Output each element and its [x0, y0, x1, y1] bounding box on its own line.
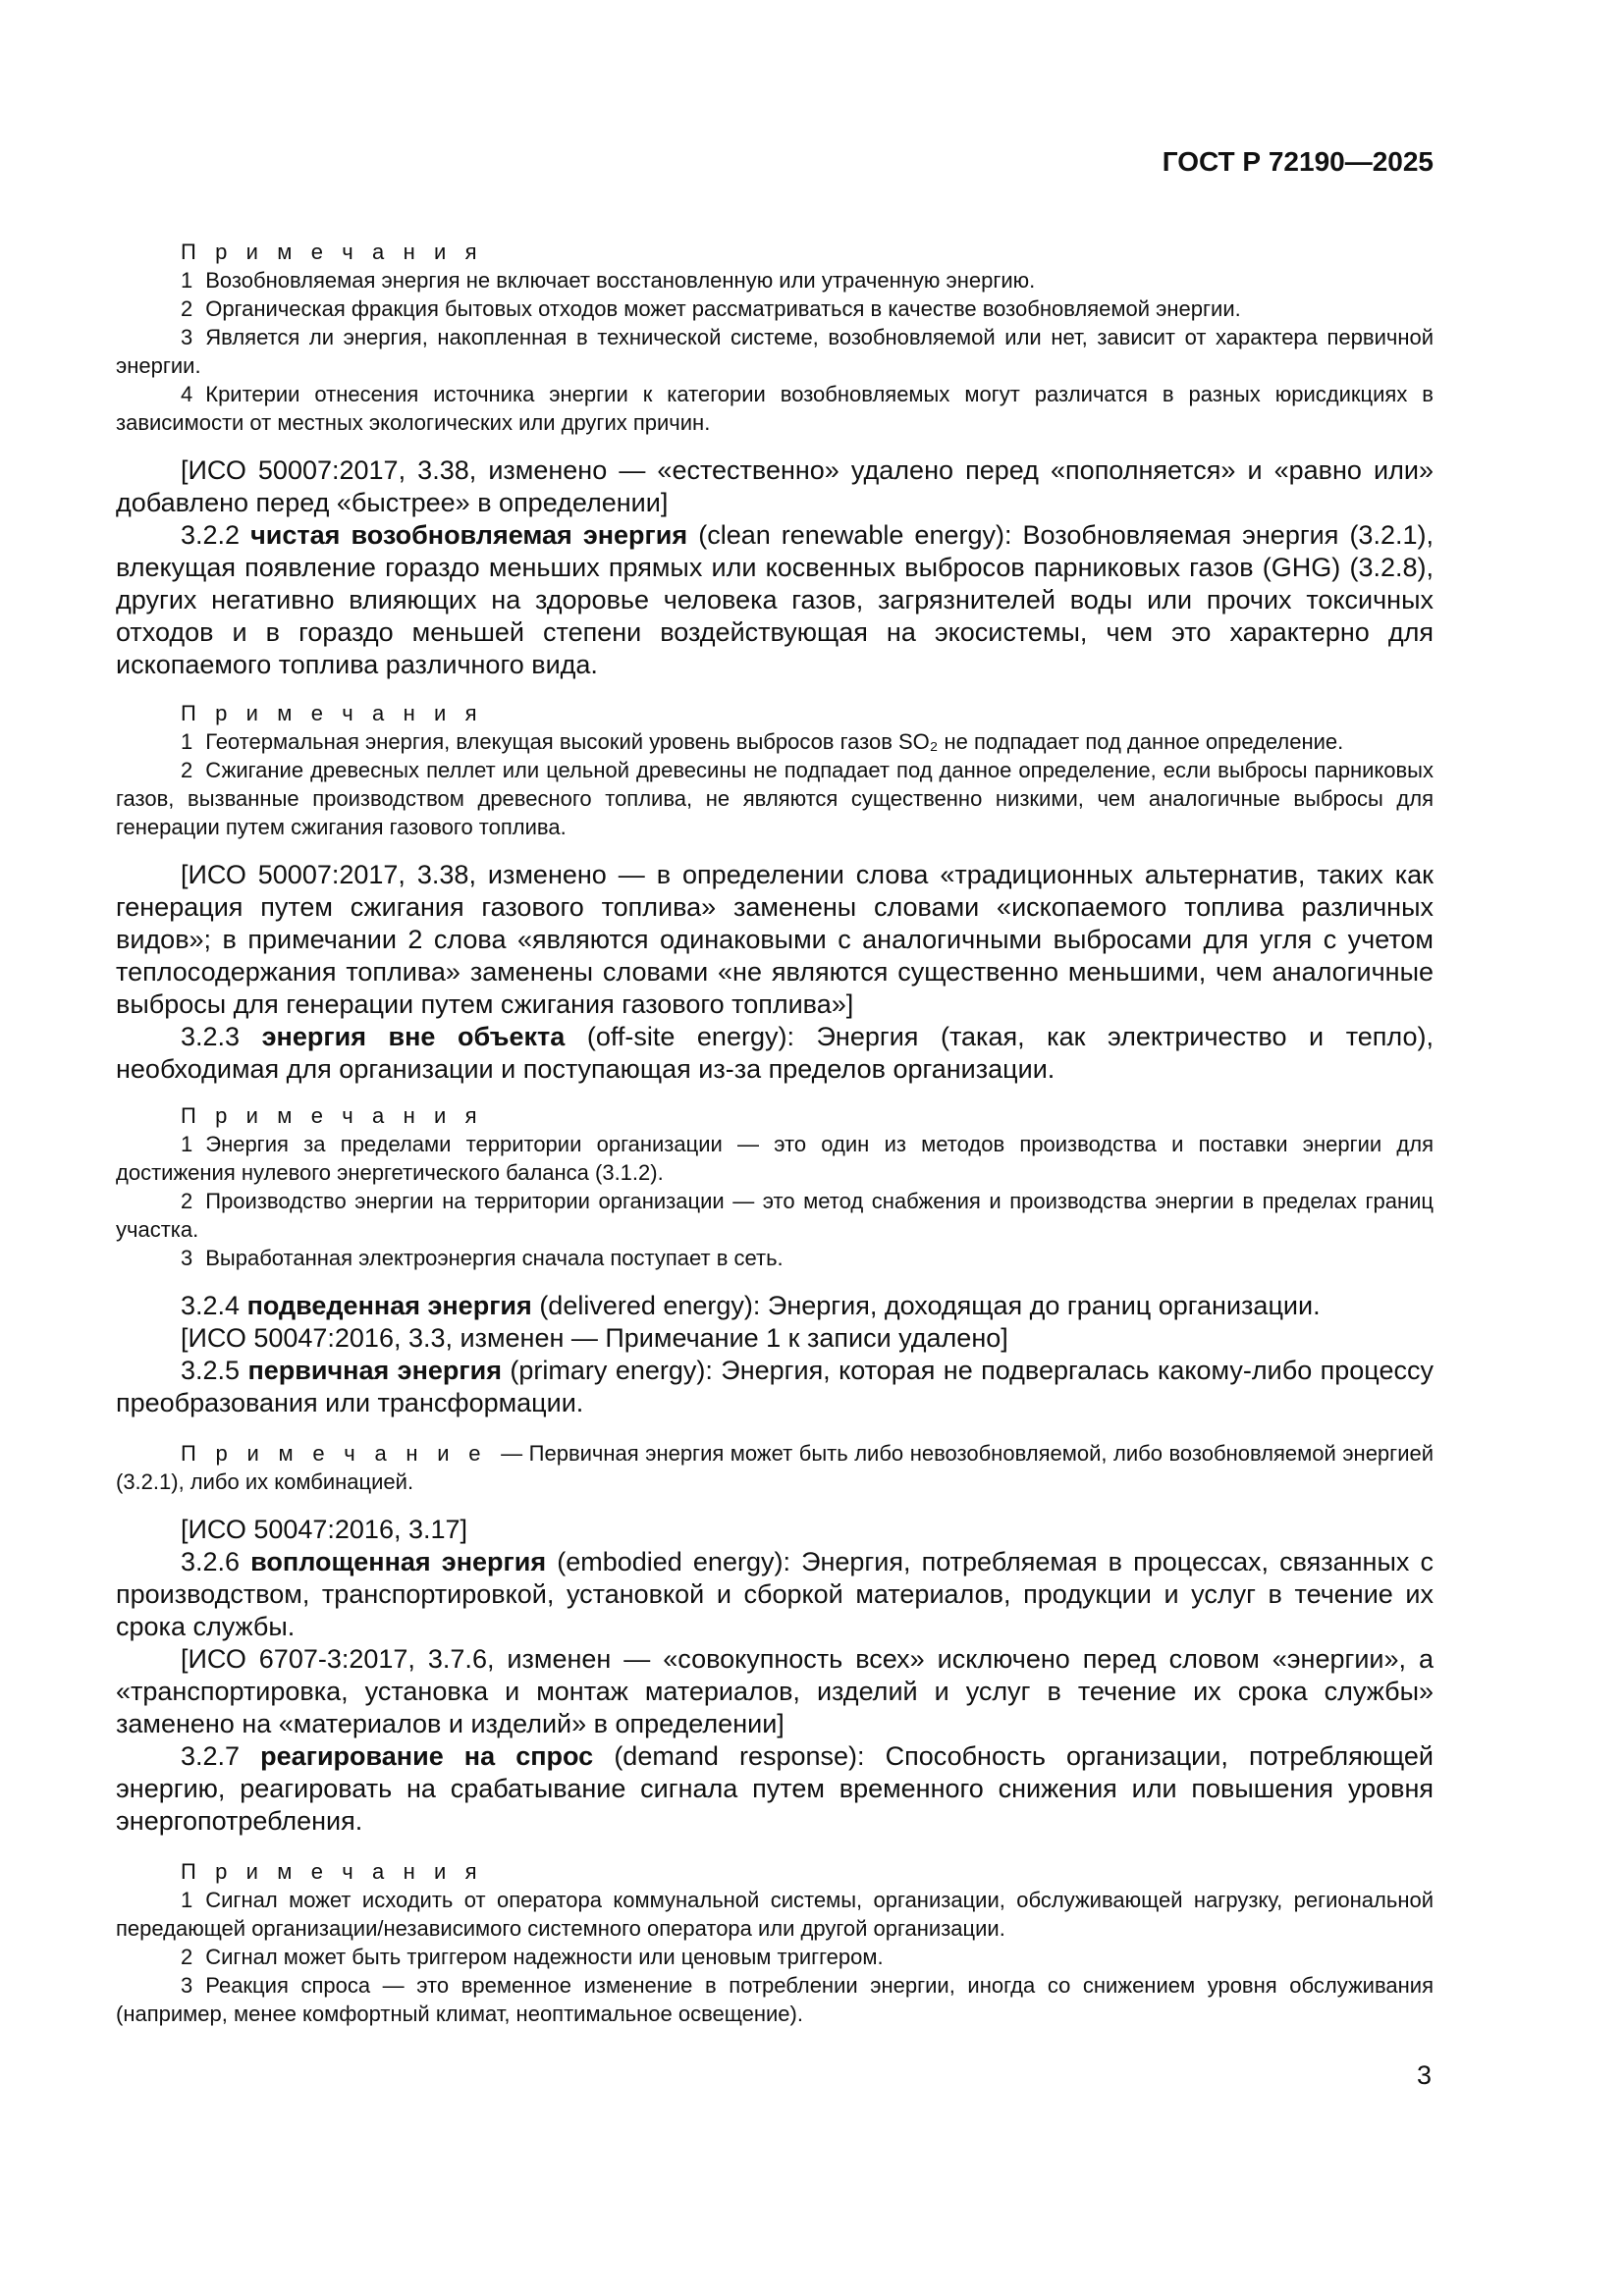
definition-body: (demand response): Способность организации, потребляющей энергию, реагировать на срабатывание сигнала путем временного снижения или повышения уровня энергопотребления.	[116, 1741, 1434, 1836]
definition-term: подведенная энергия	[246, 1291, 532, 1320]
notes-block-2	[116, 699, 1434, 841]
note-text: Производство энергии на территории организации — это метод снабжения и производства энергии в пределах границ участка.	[116, 1189, 1434, 1242]
definition-3-2-6	[116, 1546, 1434, 1643]
note-number: 2	[181, 758, 193, 782]
note-item	[116, 1130, 1434, 1187]
note-item	[116, 380, 1434, 437]
notes-title	[116, 699, 1434, 727]
note-text: — Первичная энергия может быть либо невозобновляемой, либо возобновляемой энергией (3.2.1), либо их комбинацией.	[116, 1441, 1435, 1494]
definition-body: (embodied energy): Энергия, потребляемая в процессах, связанных с производством, транспортировкой, установкой и сборкой материалов, продукции и услуг в течение их срока службы.	[116, 1547, 1434, 1641]
notes-block-4	[116, 1857, 1434, 2028]
definition-3-2-2	[116, 519, 1434, 681]
definition-number: 3.2.2	[181, 520, 241, 550]
iso-reference-paragraph: [ИСО 50047:2016, 3.17]	[181, 1515, 468, 1544]
definition-number: 3.2.3	[181, 1022, 241, 1051]
note-number: 4	[181, 382, 193, 406]
notes-title	[116, 238, 1434, 266]
iso-reference-paragraph: [ИСО 6707-3:2017, 3.7.6, изменен — «совокупность всех» исключено перед словом «энергии», а «транспортировка, установка и монтаж материалов, изделий и услуг в течение их срока службы» заменено на «материалов и изделий» в определении]	[116, 1644, 1434, 1738]
note-item	[116, 1244, 1434, 1272]
definition-term: энергия вне объекта	[261, 1022, 566, 1051]
note-number: 3	[181, 1246, 193, 1270]
note-item	[116, 1886, 1434, 1943]
note-text: Геотермальная энергия, влекущая высокий уровень выбросов газов SO₂ не подпадает под данное определение.	[205, 729, 1344, 754]
definition-body: (off-site energy): Энергия (такая, как электричество и тепло), необходимая для организации и поступающая из-за пределов организации.	[116, 1022, 1434, 1084]
definition-term: чистая возобновляемая энергия	[250, 520, 688, 550]
definition-body: (delivered energy): Энергия, доходящая до границ организации.	[539, 1291, 1321, 1320]
note-number: 2	[181, 1189, 193, 1213]
note-item	[116, 1943, 1434, 1971]
note-text: Энергия за пределами территории организации — это один из методов производства и поставки энергии для достижения нулевого энергетического баланса (3.1.2).	[116, 1132, 1434, 1185]
page-number: 3	[1416, 2060, 1432, 2090]
note-item	[116, 756, 1434, 841]
note-number: 3	[181, 1973, 193, 1998]
note-item	[116, 1439, 1434, 1496]
definition-number: 3.2.4	[181, 1291, 241, 1320]
definition-3-2-4	[116, 1290, 1434, 1322]
note-text: Реакция спроса — это временное изменение в потреблении энергии, иногда со снижением уровня обслуживания (например, менее комфортный климат, неоптимальное освещение).	[116, 1973, 1434, 2026]
definition-number: 3.2.6	[181, 1547, 241, 1576]
notes-title-text: П р и м е ч а н и я	[181, 1103, 484, 1128]
definition-3-2-7	[116, 1740, 1434, 1838]
note-item	[116, 294, 1434, 323]
note-number: 1	[181, 268, 193, 293]
note-text: Возобновляемая энергия не включает восстановленную или утраченную энергию.	[205, 268, 1036, 293]
note-text: Является ли энергия, накопленная в технической системе, возобновляемой или нет, зависит от характера первичной энергии.	[116, 325, 1434, 378]
note-item	[116, 1187, 1434, 1244]
note-text: Сигнал может быть триггером надежности или ценовым триггером.	[205, 1945, 884, 1969]
note-text: Критерии отнесения источника энергии к категории возобновляемых могут различатся в разных юрисдикциях в зависимости от местных экологических или других причин.	[116, 382, 1434, 435]
notes-block-1	[116, 238, 1434, 437]
note-text: Выработанная электроэнергия сначала поступает в сеть.	[205, 1246, 784, 1270]
note-item	[116, 1971, 1434, 2028]
note-number: 3	[181, 325, 193, 349]
note-title-text: П р и м е ч а н и е	[181, 1441, 488, 1466]
definition-3-2-5	[116, 1355, 1434, 1419]
note-item	[116, 323, 1434, 380]
note-number: 2	[181, 296, 193, 321]
iso-reference-paragraph: [ИСО 50047:2016, 3.3, изменен — Примечание 1 к записи удалено]	[181, 1323, 1008, 1353]
notes-block-3	[116, 1101, 1434, 1272]
iso-reference-paragraph: [ИСО 50007:2017, 3.38, изменено — в определении слова «традиционных альтернатив, таких как генерация путем сжигания газового топлива» заменены словами «ископаемого топлива различных видов»; в примечании 2 слова «являются одинаковыми с аналогичными выбросами для угля с учетом теплосодержания топлива» заменены словами «не являются существенно меньшими, чем аналогичные выбросы для генерации путем сжигания газового топлива»]	[116, 860, 1434, 1019]
note-single-block	[116, 1439, 1434, 1496]
note-number: 1	[181, 1888, 193, 1912]
definition-body: (primary energy): Энергия, которая не подвергалась какому-либо процессу преобразования или трансформации.	[116, 1356, 1434, 1417]
definition-3-2-3	[116, 1021, 1434, 1086]
definition-term: первичная энергия	[247, 1356, 502, 1385]
note-item	[116, 266, 1434, 294]
doc-code-header: ГОСТ Р 72190—2025	[1162, 146, 1434, 177]
notes-title-text: П р и м е ч а н и я	[181, 240, 484, 264]
note-number: 1	[181, 729, 193, 754]
note-number: 1	[181, 1132, 193, 1156]
notes-title-text: П р и м е ч а н и я	[181, 701, 484, 725]
definition-body: (clean renewable energy): Возобновляемая энергия (3.2.1), влекущая появление гораздо меньших прямых или косвенных выбросов парниковых газов (GHG) (3.2.8), других негативно влияющих на здоровье человека газов, загрязнителей воды или прочих токсичных отходов и в гораздо меньшей степени воздействующая на экосистемы, чем это характерно для ископаемого топлива различного вида.	[116, 520, 1434, 679]
note-text: Сигнал может исходить от оператора коммунальной системы, организации, обслуживающей нагрузку, региональной передающей организации/независимого системного оператора или другой организации.	[116, 1888, 1434, 1941]
definition-term: воплощенная энергия	[250, 1547, 547, 1576]
page-content	[116, 147, 1434, 2042]
notes-title	[116, 1857, 1434, 1886]
notes-title	[116, 1101, 1434, 1130]
note-text: Органическая фракция бытовых отходов может рассматриваться в качестве возобновляемой энергии.	[205, 296, 1241, 321]
notes-title-text: П р и м е ч а н и я	[181, 1859, 484, 1884]
note-item	[116, 727, 1434, 756]
note-number: 2	[181, 1945, 193, 1969]
note-text: Сжигание древесных пеллет или цельной древесины не подпадает под данное определение, если выбросы парниковых газов, вызванные производством древесного топлива, не являются существенно низкими, чем аналогичные выбросы для генерации путем сжигания газового топлива.	[116, 758, 1434, 839]
definition-number: 3.2.5	[181, 1356, 241, 1385]
definition-term: реагирование на спрос	[260, 1741, 594, 1771]
iso-reference-paragraph: [ИСО 50007:2017, 3.38, изменено — «естественно» удалено перед «пополняется» и «равно или» добавлено перед «быстрее» в определении]	[116, 455, 1434, 517]
definition-number: 3.2.7	[181, 1741, 241, 1771]
